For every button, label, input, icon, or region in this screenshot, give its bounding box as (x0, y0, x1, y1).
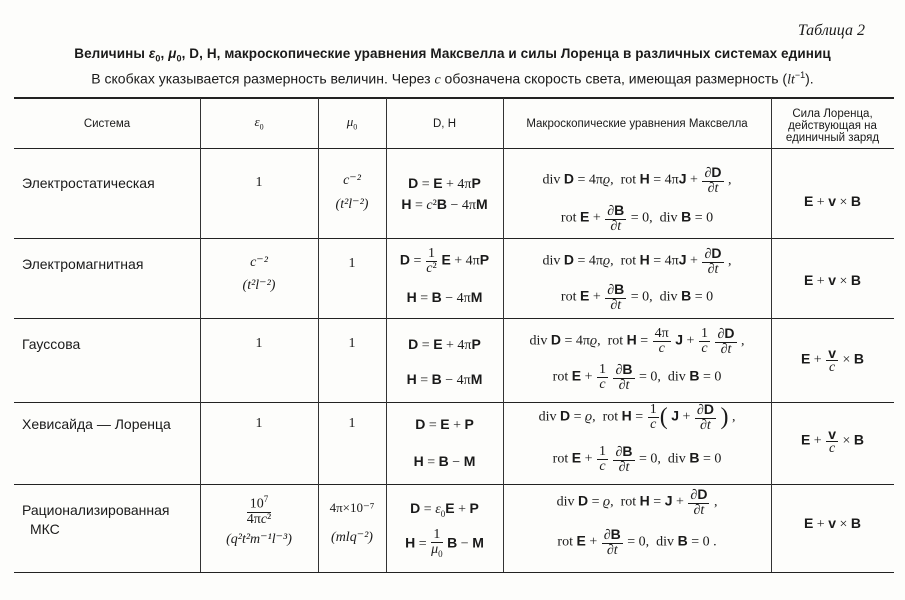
row-1-mu0 (318, 172, 386, 213)
row-rule-1 (14, 238, 894, 239)
row-1-h: H = c²B − 4πM (401, 196, 488, 213)
row-4-lorentz: E + $\frac{v}{c}$ × B (800, 426, 865, 456)
row-3-mu0: 1 (348, 336, 356, 351)
col-divider-5 (771, 98, 772, 572)
row-3-system: Гауссова (22, 336, 81, 352)
row-4-maxwell-1: div D = ϱ, rot H = $\frac{1}{c}$ ( J + $\frac{\partial D}{\partial t}$ ) , (538, 401, 736, 433)
row-4-d: D = E + P (415, 416, 474, 433)
row-1-maxwell-2: rot E + $\frac{\partial B}{\partial t}$ = 0, div B = 0 (560, 202, 714, 234)
row-2-eps0-dim: (t²l⁻²) (242, 278, 276, 293)
row-5-system (22, 501, 170, 539)
row-3-d: D = E + 4πP (408, 336, 481, 353)
row-3-lorentz: E + $\frac{v}{c}$ × B (800, 345, 865, 375)
row-2-maxwell-2: rot E + $\frac{\partial B}{\partial t}$ = 0, div B = 0 (560, 281, 714, 313)
row-1-maxwell-1: div D = 4πϱ, rot H = 4πJ + $\frac{\partial D}{\partial t}$ , (542, 164, 732, 196)
header-system: Система (83, 118, 131, 130)
row-1-mu0-dim: (t²l⁻²) (335, 197, 369, 212)
header-lorentz-line2: действующая на (788, 120, 877, 132)
row-4-eps0: 1 (255, 416, 263, 431)
row-2-mu0: 1 (348, 256, 356, 271)
row-3-maxwell-2: rot E + $\frac{1}{c}$ $\frac{\partial B}{\partial t}$ = 0, div B = 0 (552, 361, 722, 393)
row-1-lorentz: E + v × B (803, 193, 862, 210)
row-4-system: Хевисайда — Лоренца (22, 416, 171, 432)
row-5-lorentz: E + v × B (803, 515, 862, 532)
row-5-maxwell-2: rot E + $\frac{\partial B}{\partial t}$ = 0, div B = 0 . (557, 526, 717, 558)
header-mu0: $\mu_0$ (346, 114, 358, 132)
row-5-eps0: $\frac{10^7}{\text{4πc²}}$ (q²t²m⁻¹l⁻³) (200, 492, 318, 548)
row-5-mu0-value: 4π×10⁻⁷ (329, 500, 375, 515)
row-5-eps0-dim: (q²t²m⁻¹l⁻³) (226, 531, 292, 547)
table-number: Таблица 2 (797, 22, 865, 39)
row-1-mu0-value: c⁻² (343, 173, 361, 188)
row-4-mu0: 1 (348, 416, 356, 431)
row-5-maxwell-1: div D = ϱ, rot H = J + $\frac{\partial D}{\partial t}$ , (556, 486, 718, 518)
header-maxwell: Макроскопические уравнения Максвелла (526, 118, 748, 130)
row-2-eps0 (200, 254, 318, 294)
row-2-h: H = B − 4πM (406, 289, 483, 306)
row-3-h: H = B − 4πM (406, 371, 483, 388)
row-2-lorentz: E + v × B (803, 272, 862, 289)
header-dh: D, H (433, 118, 456, 130)
top-rule (14, 97, 894, 99)
row-5-h: H = $\frac{1}{\mu_0}$ B − M (405, 527, 484, 559)
row-2-system: Электромагнитная (22, 256, 144, 272)
row-5-system-line2: МКС (30, 521, 60, 537)
header-rule (14, 148, 894, 149)
row-3-eps0: 1 (255, 336, 263, 351)
row-2-eps0-value: c⁻² (250, 255, 268, 270)
row-4-maxwell-2: rot E + $\frac{1}{c}$ $\frac{\partial B}{\partial t}$ = 0, div B = 0 (552, 443, 722, 475)
row-5-mu0-dim: (mlq⁻²) (331, 530, 373, 545)
row-rule-2 (14, 318, 894, 319)
row-2-maxwell-1: div D = 4πϱ, rot H = 4πJ + $\frac{\partial D}{\partial t}$ , (542, 245, 732, 277)
bottom-rule (14, 572, 894, 573)
row-5-d: $D = \varepsilon_0E + P$ (410, 500, 479, 519)
header-lorentz-line1: Сила Лоренца, (792, 108, 873, 120)
row-rule-4 (14, 484, 894, 485)
table-note: В скобках указывается размерность величин. Через c обозначена скорость света, имеющая размерность $(lt^{-1})$. (91, 70, 814, 88)
table-caption: Величины $\varepsilon_0$, $\mu_0$, D, H, макроскопические уравнения Максвелла и силы Лоренца в различных системах единиц (74, 46, 831, 64)
row-1-d: D = E + 4πP (408, 175, 481, 192)
row-1-system: Электростатическая (22, 175, 155, 191)
row-2-d: D = $\frac{1}{\text{c²}}$ E + 4πP (399, 246, 490, 276)
header-lorentz (771, 108, 894, 144)
row-5-mu0 (318, 500, 386, 546)
row-1-eps0: 1 (255, 175, 263, 190)
header-eps0: $\varepsilon_0$ (254, 114, 264, 132)
row-4-h: H = B − M (413, 453, 476, 470)
header-lorentz-line3: единичный заряд (785, 132, 880, 144)
row-5-system-line1: Рационализированная (22, 502, 170, 518)
row-3-maxwell-1: div D = 4πϱ, rot H = $\frac{4\pi}{c}$ J + $\frac{1}{c}$ $\frac{\partial D}{\partial t}$ , (529, 325, 745, 357)
